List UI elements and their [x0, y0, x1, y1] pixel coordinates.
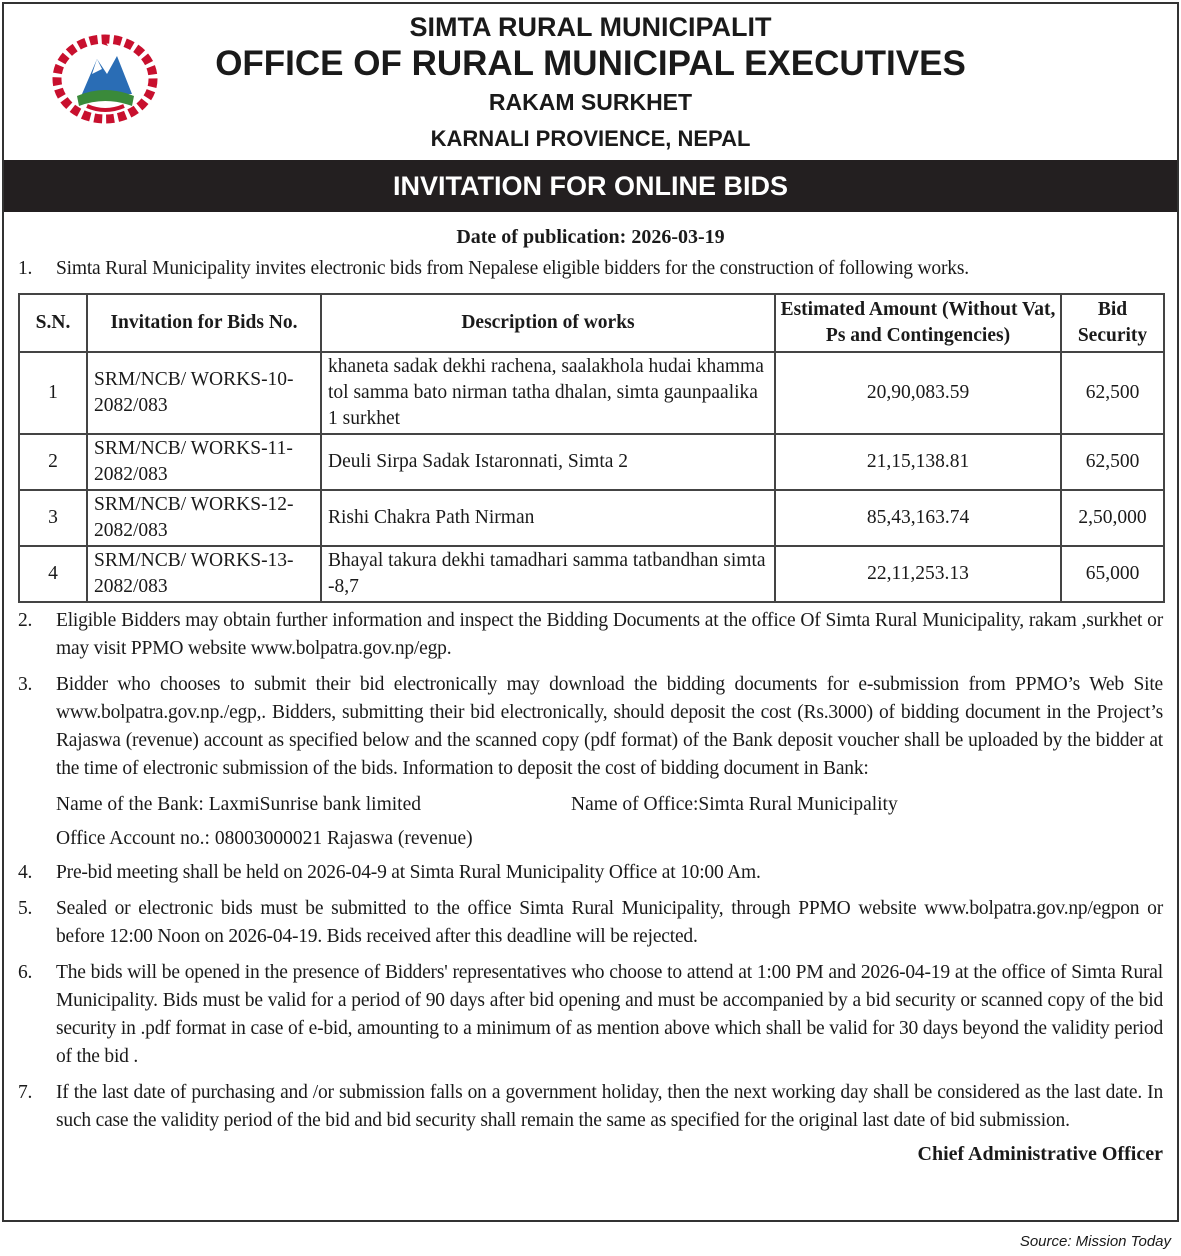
- bank-name: Name of the Bank: LaxmiSunrise bank limited: [56, 794, 422, 815]
- clause-text: Pre-bid meeting shall be held on 2026-04-9 at Simta Rural Municipality Office at 10:00 Am.: [56, 862, 761, 883]
- table-header-row: [19, 294, 1164, 352]
- col-sn: S.N.: [19, 294, 87, 352]
- cell-ifb-no: SRM/NCB/ WORKS-12-2082/083: [87, 490, 321, 546]
- cell-ifb-no: SRM/NCB/ WORKS-10-2082/083: [87, 352, 321, 434]
- notice-title: INVITATION FOR ONLINE BIDS: [4, 160, 1177, 212]
- clause-text: The bids will be opened in the presence of Bidders' representatives who choose to attend at 1:00 PM and 2026-04-19 at the office of Simta Rural Municipality. Bids must be valid for a period of 90 days after bid opening and must be accompanied by a bid security or scanned copy of the bid security in .pdf format in case of e-bid, amounting to a minimum of as mention above which shall be valid for 30 days beyond the validity period of the bid .: [56, 962, 1163, 1067]
- account-number: Office Account no.: 08003000021 Rajaswa (revenue): [56, 828, 473, 849]
- clause-text: If the last date of purchasing and /or submission falls on a government holiday, then the next working day shall be considered as the last date. In such case the validity period of the bid and bid security shall remain the same as specified for the original last date of bid submission.: [56, 1082, 1163, 1131]
- cell-estimated-amount: 21,15,138.81: [775, 434, 1061, 490]
- clause-number: 3.: [18, 674, 33, 695]
- cell-description: khaneta sadak dekhi rachena, saalakhola hudai khamma tol samma bato nirman tatha dhalan, simta gaunpaalika 1 surkhet: [321, 352, 775, 434]
- clause-text: Simta Rural Municipality invites electronic bids from Nepalese eligible bidders for the construction of following works.: [56, 258, 969, 279]
- clause-number: 4.: [18, 862, 33, 883]
- municipality-name: SIMTA RURAL MUNICIPALIT: [409, 12, 772, 42]
- clause-4: [4, 859, 1177, 887]
- cell-ifb-no: SRM/NCB/ WORKS-13-2082/083: [87, 546, 321, 602]
- clause-6: [4, 959, 1177, 1071]
- table-row: [19, 352, 1164, 434]
- table-row: [19, 546, 1164, 602]
- cell-description: Deuli Sirpa Sadak Istaronnati, Simta 2: [321, 434, 775, 490]
- cell-description: Bhayal takura dekhi tamadhari samma tatbandhan simta -8,7: [321, 546, 775, 602]
- clause-number: 7.: [18, 1082, 33, 1103]
- col-ifb-no: Invitation for Bids No.: [87, 294, 321, 352]
- col-estimated-amount: Estimated Amount (Without Vat, Ps and Contingencies): [775, 294, 1061, 352]
- clause-5: [4, 895, 1177, 951]
- clause-2: [4, 607, 1177, 663]
- clause-3: [4, 671, 1177, 783]
- office-location: RAKAM SURKHET: [488, 89, 693, 115]
- works-table: [18, 293, 1165, 603]
- cell-sn: 4: [19, 546, 87, 602]
- clause-text: Sealed or electronic bids must be submitted to the office Simta Rural Municipality, through PPMO website www.bolpatra.gov.np/egpon or before 12:00 Noon on 2026-04-19. Bids received after this deadline will be rejected.: [56, 898, 1163, 947]
- cell-bid-security: 62,500: [1061, 434, 1164, 490]
- cell-estimated-amount: 22,11,253.13: [775, 546, 1061, 602]
- cell-sn: 2: [19, 434, 87, 490]
- publication-date: Date of publication: 2026-03-19: [456, 226, 725, 248]
- clause-1: [4, 255, 1177, 283]
- col-description: Description of works: [321, 294, 775, 352]
- notice-header: [4, 4, 1177, 160]
- account-info: [4, 825, 1177, 853]
- clause-number: 1.: [18, 258, 33, 279]
- clause-number: 2.: [18, 610, 33, 631]
- cell-bid-security: 2,50,000: [1061, 490, 1164, 546]
- cell-sn: 1: [19, 352, 87, 434]
- office-name-bank: Name of Office:Simta Rural Municipality: [571, 794, 898, 815]
- clause-7: [4, 1079, 1177, 1135]
- clause-number: 6.: [18, 962, 33, 983]
- province: KARNALI PROVIENCE, NEPAL: [430, 126, 751, 151]
- clause-text: Bidder who chooses to submit their bid electronically may download the bidding documents for e-submission from PPMO’s Web Site www.bolpatra.gov.np./egp,. Bidders, submitting their bid electronically, should deposit the cost (Rs.3000) of bidding document in the Project’s Rajaswa (revenue) account as specified below and the scanned copy (pdf format) of the Bank deposit voucher shall be uploaded by the bidder at the time of electronic submission of the bids. Information to deposit the cost of bidding document in Bank:: [56, 674, 1163, 779]
- col-bid-security: Bid Security: [1061, 294, 1164, 352]
- bank-info: [4, 791, 1177, 819]
- cell-bid-security: 62,500: [1061, 352, 1164, 434]
- notice-frame: [2, 2, 1179, 1222]
- table-row: [19, 490, 1164, 546]
- clause-number: 5.: [18, 898, 33, 919]
- cell-ifb-no: SRM/NCB/ WORKS-11-2082/083: [87, 434, 321, 490]
- cell-estimated-amount: 85,43,163.74: [775, 490, 1061, 546]
- signature: Chief Administrative Officer: [917, 1143, 1163, 1165]
- office-name: OFFICE OF RURAL MUNICIPAL EXECUTIVES: [215, 44, 966, 83]
- cell-estimated-amount: 20,90,083.59: [775, 352, 1061, 434]
- clause-text: Eligible Bidders may obtain further information and inspect the Bidding Documents at the office Of Simta Rural Municipality, rakam ,surkhet or may visit PPMO website www.bolpatra.gov.np/egp.: [56, 610, 1163, 659]
- cell-sn: 3: [19, 490, 87, 546]
- table-row: [19, 434, 1164, 490]
- cell-description: Rishi Chakra Path Nirman: [321, 490, 775, 546]
- cell-bid-security: 65,000: [1061, 546, 1164, 602]
- source-credit: Source: Mission Today: [1019, 1233, 1171, 1250]
